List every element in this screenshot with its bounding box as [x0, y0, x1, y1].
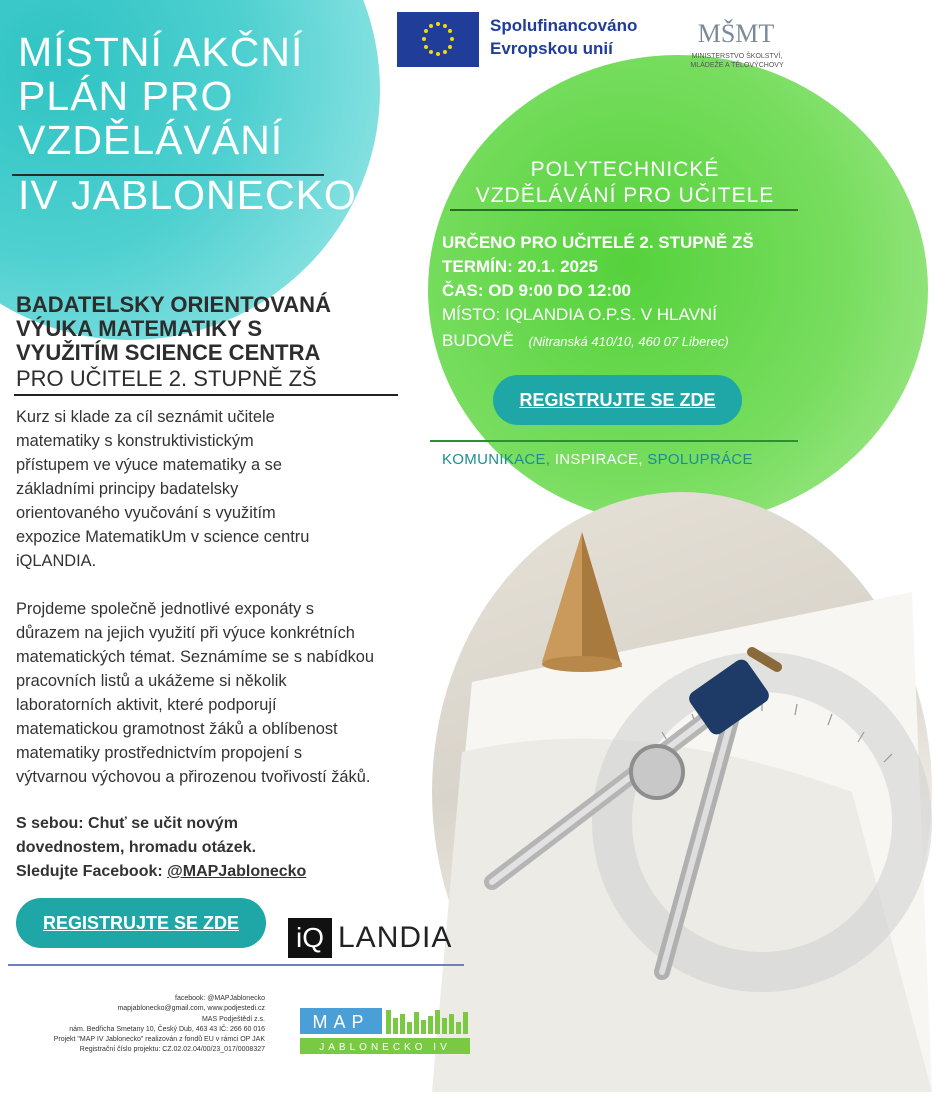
- event-date: TERMÍN: 20.1. 2025: [442, 257, 598, 276]
- bring-line-2: dovednostem, hromadu otázek.: [16, 839, 257, 856]
- map-logo-word: MAP: [312, 1012, 370, 1032]
- event-venue-address: (Nitranská 410/10, 460 07 Liberec): [528, 334, 729, 349]
- msmt-logo-icon: [697, 10, 775, 52]
- bring-section: [16, 812, 436, 884]
- course-divider: [14, 394, 398, 396]
- footer-line: Projekt "MAP IV Jablonecko" realizován z fondů EU v rámci OP JAK: [53, 1036, 265, 1044]
- course-heading: [16, 293, 416, 365]
- map-jablonecko-logo: [300, 1004, 470, 1056]
- event-title-divider: [450, 209, 798, 211]
- event-time: ČAS: OD 9:00 DO 12:00: [442, 281, 631, 300]
- para1-line: orientovaného vyučování s využitím: [16, 504, 276, 522]
- footer-line: Registrační číslo projektu: CZ.02.02.04/00/23_017/0008327: [79, 1046, 265, 1054]
- eu-line-2: Evropskou unií: [490, 39, 613, 58]
- footer-contact: [10, 994, 265, 1056]
- para2-line: matematických témat. Seznámíme se s nabídkou: [16, 648, 375, 666]
- event-tagline: [442, 450, 753, 470]
- compass-photo: [432, 492, 932, 1092]
- msmt-line-2: MLÁDEŽE A TĚLOVÝCHOVY: [690, 62, 784, 69]
- iqlandia-logo-mark: iQ: [288, 918, 332, 958]
- title-line-3: VZDĚLÁVÁNÍ: [18, 117, 284, 163]
- course-heading-line-3: VYUŽITÍM SCIENCE CENTRA: [16, 340, 321, 365]
- map-logo-sub: JABLONECKO IV: [319, 1042, 451, 1053]
- msmt-line-1: MINISTERSTVO ŠKOLSTVÍ,: [691, 53, 783, 60]
- compass-illustration: [432, 492, 932, 1092]
- event-title: [452, 157, 798, 209]
- course-heading-line-1: BADATELSKY ORIENTOVANÁ: [16, 292, 331, 317]
- para2-line: Projdeme společně jednotlivé exponáty s: [16, 600, 314, 618]
- iqlandia-logo-text: LANDIA: [338, 921, 453, 954]
- para2-line: matematickou gramotnost žáků a oblíbenost: [16, 720, 338, 738]
- msmt-abbr: MŠMT: [697, 19, 775, 48]
- para1-line: iQLANDIA.: [16, 552, 97, 570]
- para1-line: matematiky s konstruktivistickým: [16, 432, 254, 450]
- footer-line: MAS Podještědí z.s.: [201, 1015, 265, 1023]
- para1-line: základními principy badatelsky: [16, 480, 239, 498]
- course-subheading: PRO UČITELE 2. STUPNĚ ZŠ: [16, 366, 317, 391]
- eu-line-1: Spolufinancováno: [490, 16, 638, 35]
- tagline-inspiration: INSPIRACE,: [554, 451, 643, 468]
- footer-divider: [8, 964, 464, 966]
- event-venue-line-2: BUDOVĚ: [442, 331, 514, 350]
- para2-line: laboratorních aktivit, které podporují: [16, 696, 277, 714]
- para2-line: pracovních listů a ukážeme si několik: [16, 672, 287, 690]
- event-venue: [442, 330, 729, 353]
- event-title-line-2: VZDĚLÁVÁNÍ PRO UČITELE: [475, 184, 775, 207]
- event-title-line-1: POLYTECHNICKÉ: [530, 158, 720, 181]
- event-audience: URČENO PRO UČITELÉ 2. STUPNĚ ZŠ: [442, 233, 754, 252]
- title-line-1: MÍSTNÍ AKČNÍ: [18, 29, 304, 75]
- tagline-cooperation: SPOLUPRÁCE: [647, 451, 753, 468]
- register-button-course[interactable]: REGISTRUJTE SE ZDE: [16, 898, 266, 948]
- para1-line: přístupem ve výuce matematiky a se: [16, 456, 282, 474]
- facebook-prefix: Sledujte Facebook:: [16, 863, 168, 880]
- footer-line: mapjablonecko@gmail.com, www.podjestedi.cz: [117, 1005, 265, 1013]
- para1-line: expozice MatematikUm v science centru: [16, 528, 310, 546]
- eu-flag-icon: [397, 12, 479, 67]
- course-heading-line-2: VÝUKA MATEMATIKY S: [16, 316, 263, 341]
- bring-line-1: S sebou: Chuť se učit novým: [16, 815, 238, 832]
- event-venue-line-1: MÍSTO: IQLANDIA O.P.S. V HLAVNÍ: [442, 305, 717, 324]
- title-line-4: IV JABLONECKO: [18, 172, 357, 218]
- facebook-line: [16, 860, 436, 884]
- event-divider: [430, 440, 798, 442]
- course-paragraph-1: [16, 405, 456, 573]
- msmt-name: [676, 52, 798, 70]
- facebook-link[interactable]: @MAPJablonecko: [167, 863, 307, 880]
- footer-line: facebook: @MAPJablonecko: [175, 995, 265, 1002]
- tagline-communication: KOMUNIKACE,: [442, 451, 551, 468]
- eu-cofinanced-text: [490, 14, 637, 60]
- para1-line: Kurz si klade za cíl seznámit učitele: [16, 408, 275, 426]
- para2-line: výtvarnou výchovou a přirozenou tvořivostí žáků.: [16, 768, 371, 786]
- footer-line: nám. Bedřicha Smetany 10, Český Dub, 463 43 IČ: 266 60 016: [69, 1025, 265, 1033]
- title-line-2: PLÁN PRO: [18, 73, 234, 119]
- para2-line: matematiky prostřednictvím propojení s: [16, 744, 303, 762]
- course-paragraph-2: [16, 597, 456, 789]
- register-button-event[interactable]: REGISTRUJTE SE ZDE: [493, 375, 742, 425]
- para2-line: důrazem na jejich využití při výuce konkrétních: [16, 624, 355, 642]
